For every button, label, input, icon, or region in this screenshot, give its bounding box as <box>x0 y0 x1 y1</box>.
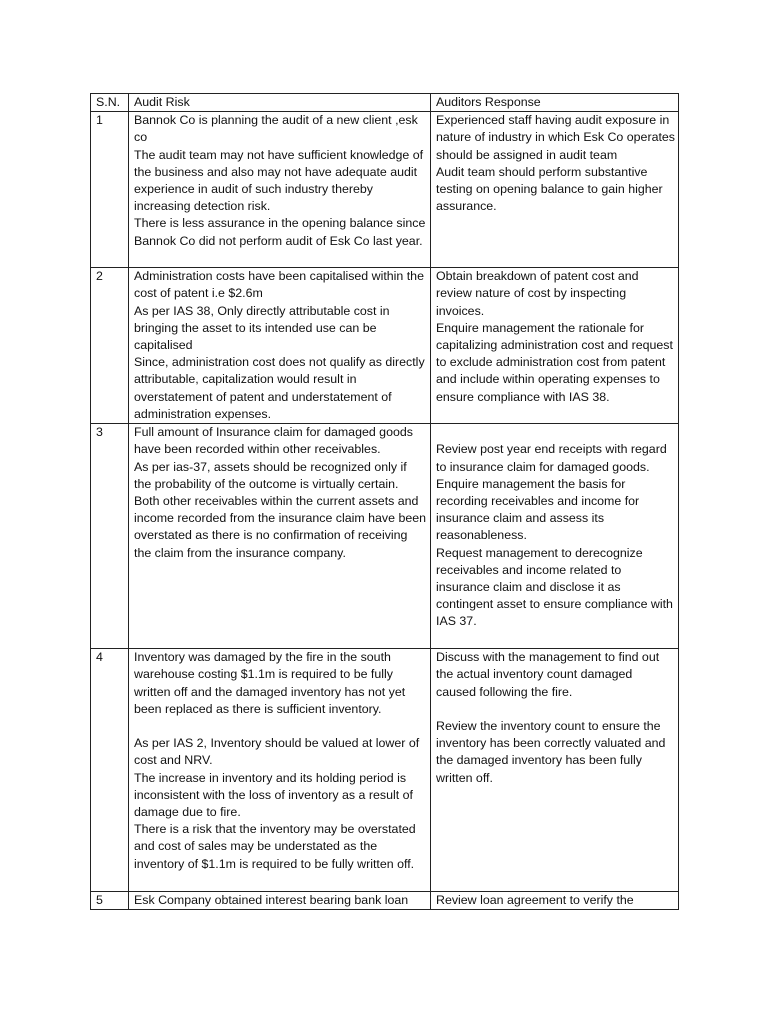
risk-paragraph: There is a risk that the inventory may be overstated and cost of sales may be understated as the inventory of $1.1m is required to be fully written off. <box>134 822 416 871</box>
table-row <box>91 112 679 268</box>
risk-paragraph: Full amount of Insurance claim for damaged goods have been recorded within other receivables. <box>134 425 413 457</box>
risk-paragraph: Bannok Co is planning the audit of a new client ,esk co <box>134 113 418 145</box>
risk-paragraph: Both other receivables within the current assets and income recorded from the insurance claim have been overstated as there is no confirmation of receiving the claim from the insurance company. <box>134 494 427 560</box>
risk-paragraph: Since, administration cost does not qualify as directly attributable, capitalization would result in overstatement of patent and understatement of administration expenses. <box>134 355 425 421</box>
table-row <box>91 424 679 649</box>
risk-paragraph: The increase in inventory and its holding period is inconsistent with the loss of inventory as a result of damage due to fire. <box>134 770 413 820</box>
row-auditors-response <box>431 268 679 424</box>
response-paragraph: Review the inventory count to ensure the inventory has been correctly valuated and the damaged inventory has been fully written off. <box>436 719 666 785</box>
response-paragraph: Discuss with the management to find out the actual inventory count damaged caused following the fire. <box>436 650 660 699</box>
response-paragraph: Review loan agreement to verify the <box>436 893 634 908</box>
row-audit-risk <box>129 424 431 649</box>
header-sn: S.N. <box>91 94 129 112</box>
risk-paragraph: Administration costs have been capitalised within the cost of patent i.e $2.6m <box>134 269 424 301</box>
table-row <box>91 649 679 892</box>
row-sn: 2 <box>91 268 129 424</box>
risk-paragraph: Esk Company obtained interest bearing bank loan <box>134 893 409 908</box>
response-paragraph: Enquire management the rationale for capitalizing administration cost and request to exclude administration cost from patent and include within operating expenses to ensure compliance with IAS 38. <box>436 320 673 404</box>
table-row <box>91 268 679 424</box>
audit-risk-table <box>90 93 679 910</box>
response-paragraph: Request management to derecognize receivables and income related to insurance claim and disclose it as contingent asset to ensure compliance with IAS 37. <box>436 545 673 629</box>
row-audit-risk <box>129 892 431 910</box>
row-audit-risk <box>129 268 431 424</box>
row-sn: 4 <box>91 649 129 892</box>
row-sn: 1 <box>91 112 129 268</box>
blank-line <box>134 718 427 735</box>
response-paragraph: Audit team should perform substantive testing on opening balance to gain higher assurance. <box>436 164 663 214</box>
risk-paragraph: As per IAS 2, Inventory should be valued at lower of cost and NRV. <box>134 736 420 768</box>
row-audit-risk <box>129 112 431 268</box>
blank-line <box>436 701 675 718</box>
row-audit-risk <box>129 649 431 892</box>
table-header-row <box>91 94 679 112</box>
response-paragraph: Obtain breakdown of patent cost and review nature of cost by inspecting invoices. <box>436 269 639 318</box>
risk-paragraph: As per IAS 38, Only directly attributable cost in bringing the asset to its intended use can be capitalised <box>134 303 390 353</box>
risk-paragraph: Inventory was damaged by the fire in the south warehouse costing $1.1m is required to be fully written off and the damaged inventory has not yet been replaced as there is sufficient inventory. <box>134 650 406 716</box>
risk-paragraph: There is less assurance in the opening balance since Bannok Co did not perform audit of Esk Co last year. <box>134 216 426 248</box>
risk-paragraph: As per ias-37, assets should be recognized only if the probability of the outcome is virtually certain. <box>134 459 407 491</box>
blank-line <box>436 424 675 441</box>
response-paragraph: Enquire management the basis for recording receivables and income for insurance claim and assess its reasonableness. <box>436 476 640 543</box>
table-row <box>91 892 679 910</box>
risk-paragraph: The audit team may not have sufficient knowledge of the business and also may not have adequate audit experience in audit of such industry thereby increasing detection risk. <box>134 147 424 214</box>
row-auditors-response <box>431 424 679 649</box>
response-paragraph: Experienced staff having audit exposure in nature of industry in which Esk Co operates should be assigned in audit team <box>436 113 675 162</box>
header-audit-risk: Audit Risk <box>129 94 431 112</box>
row-auditors-response <box>431 112 679 268</box>
row-sn: 5 <box>91 892 129 910</box>
response-paragraph: Review post year end receipts with regard to insurance claim for damaged goods. <box>436 442 667 474</box>
row-sn: 3 <box>91 424 129 649</box>
row-auditors-response <box>431 649 679 892</box>
header-auditors-response: Auditors Response <box>431 94 679 112</box>
row-auditors-response <box>431 892 679 910</box>
